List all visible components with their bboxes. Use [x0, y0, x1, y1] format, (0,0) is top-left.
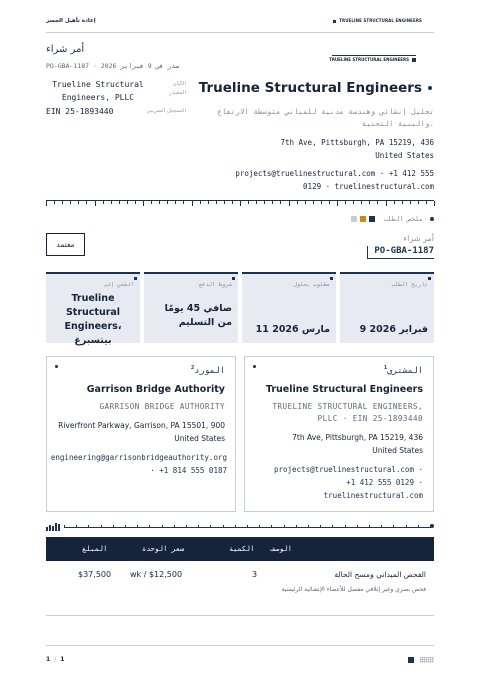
ruler-tick — [256, 201, 257, 204]
ruler-tick — [289, 201, 290, 206]
ruler-tick — [332, 525, 333, 528]
ruler-tick — [62, 201, 63, 204]
ruler-tick — [305, 201, 306, 204]
brand-tag — [329, 57, 416, 62]
item-amount: $37,500 — [78, 570, 112, 579]
ruler-tick — [240, 201, 241, 206]
ruler-tick — [95, 201, 96, 206]
square-icon — [412, 58, 416, 62]
card-label: مطلوب بحلول — [293, 282, 330, 288]
ruler-tick — [313, 201, 314, 204]
supplier-heading — [57, 365, 225, 376]
address-line: 7th Ave, Pittsburgh, PA 15219, 436 — [292, 432, 423, 442]
ruler-tick — [321, 201, 322, 204]
ruler-tick — [70, 201, 71, 204]
ruler-tick — [198, 525, 199, 528]
ruler-tick — [192, 201, 193, 206]
ruler-tick — [345, 201, 346, 204]
swatch-amber — [360, 216, 366, 222]
page-current: 1 — [46, 656, 51, 663]
ruler-tick — [64, 525, 65, 528]
ruler-tick — [103, 201, 104, 204]
col-description: الوصف — [270, 545, 292, 553]
ruler-tick — [297, 201, 298, 204]
buyer-heading — [255, 365, 423, 376]
po-number-box — [367, 234, 434, 259]
ruler-tick — [418, 525, 419, 528]
ruler-tick — [271, 525, 272, 528]
section-ruler — [46, 200, 434, 206]
item-quantity: 3 — [252, 570, 258, 579]
po-number: PO-GBA-1187 — [367, 246, 434, 259]
address-line: Riverfront Parkway, Garrison, PA 15501, 900 — [58, 420, 225, 430]
buyer-box — [244, 356, 434, 512]
ruler-tick — [393, 525, 394, 528]
supplier-address — [57, 419, 225, 445]
company-tagline: تحليل إنشائي وهندسة مدنية للمباني متوسطة الارتفاع والبنية التحتية. — [217, 107, 434, 128]
legal-line: PLLC · EIN 25-1893440 — [317, 413, 423, 423]
page-total: 1 — [60, 656, 65, 663]
buyer-legal — [255, 401, 423, 425]
supplier-index: 2 — [190, 365, 195, 371]
ruler-tick — [111, 201, 112, 204]
ruler-tick — [357, 525, 358, 528]
page-number — [46, 656, 64, 663]
table-header — [46, 537, 434, 561]
dot-icon — [430, 217, 434, 221]
ruler-tick — [394, 201, 395, 204]
supplier-name: Garrison Bridge Authority — [86, 383, 225, 395]
swatch-navy — [369, 216, 375, 222]
ruler-tick — [361, 201, 362, 204]
buyer-label: المشتري — [387, 365, 423, 376]
ruler-tick — [308, 525, 309, 528]
ruler-tick — [186, 525, 187, 528]
contact-line[interactable]: 0129 · truelinestructural.com — [303, 182, 434, 191]
po-meta: PO-GBA-1187 · صدر في 9 فبراير 2026 — [46, 62, 180, 70]
ruler-tick — [54, 201, 55, 204]
ruler-tick — [232, 201, 233, 204]
col-quantity: الكمية — [229, 545, 255, 553]
tax-value: EIN 25-1893440 — [46, 107, 114, 116]
issuing-party — [46, 78, 186, 118]
ruler-tick — [296, 525, 297, 528]
grid-icon — [420, 657, 434, 663]
corner-marker — [428, 277, 431, 280]
ruler-tick — [167, 201, 168, 204]
ruler-tick — [86, 201, 87, 204]
contact-line[interactable]: projects@truelinestructural.com · +1 412 555 — [235, 169, 434, 178]
tax-label: التسجيل الضريبي — [146, 108, 186, 114]
po-label: أمر شراء — [403, 234, 434, 243]
item-title: الفحص الميداني ومسح الحالة — [334, 570, 426, 579]
ruler-tick — [272, 201, 273, 204]
row-divider — [46, 615, 434, 616]
brand-header-text: TRUELINE STRUCTURAL ENGINEERS — [339, 18, 422, 23]
contact-line[interactable]: engineering@garrisonbridgeauthority.org — [50, 452, 227, 462]
summary-heading — [351, 215, 434, 223]
buyer-address — [255, 431, 423, 457]
address-line: United States — [174, 433, 225, 443]
contact-line[interactable]: projects@truelinestructural.com · — [273, 464, 423, 474]
ruler-tick — [329, 201, 330, 204]
ruler-tick — [127, 201, 128, 204]
buyer-index: 1 — [383, 365, 388, 371]
item-unit-price: wk / $12,500 — [130, 570, 183, 579]
square-icon — [408, 657, 414, 663]
supplier-box — [46, 356, 236, 512]
card-payment-terms — [144, 272, 238, 343]
ruler-tick — [208, 201, 209, 204]
ruler-tick — [137, 525, 138, 528]
ruler-tick — [410, 201, 411, 204]
ruler-tick — [337, 201, 338, 206]
address-line: United States — [372, 445, 423, 455]
brand-tag-text: TRUELINE STRUCTURAL ENGINEERS — [329, 57, 409, 62]
top-divider — [46, 32, 434, 33]
summary-heading-text: ملخص الطلب — [383, 215, 423, 223]
ruler-tick — [113, 525, 114, 528]
ruler-tick — [223, 525, 224, 528]
corner-marker — [134, 277, 137, 280]
corner-marker — [232, 277, 235, 280]
item-detail: فحص بصري وغير إتلافي مفصل للأعضاء الإنشائية الرئيسية — [281, 586, 426, 593]
card-value: صافي 45 يومًا من التسليم — [164, 303, 232, 328]
buyer-contact — [255, 463, 423, 502]
legal-line: TRUELINE STRUCTURAL ENGINEERS, — [272, 401, 423, 411]
ruler-tick — [224, 201, 225, 204]
ruler-tick — [247, 525, 248, 528]
ruler-tick — [46, 201, 47, 206]
document-title: أمر شراء — [46, 44, 85, 55]
ruler-tick — [235, 525, 236, 528]
ruler-tick — [143, 201, 144, 206]
ruler-tick — [159, 201, 160, 204]
items-ruler — [64, 527, 430, 528]
contact-line[interactable]: +1 412 555 0129 · — [346, 477, 423, 487]
ruler-tick — [78, 201, 79, 204]
bars-icon — [46, 523, 60, 531]
ruler-tick — [259, 525, 260, 528]
ruler-tick — [284, 525, 285, 528]
ruler-tick — [151, 201, 152, 204]
ruler-tick — [280, 201, 281, 204]
supplier-legal: GARRISON BRIDGE AUTHORITY — [99, 401, 225, 411]
card-label: شروط الدفع — [198, 282, 232, 288]
page-separator: / — [54, 656, 57, 663]
ruler-tick — [369, 525, 370, 528]
ruler-tick — [406, 525, 407, 528]
card-label: تاريخ الطلب — [391, 282, 428, 288]
brand-accent-line — [332, 55, 416, 56]
card-value: 9 فبراير 2026 — [359, 324, 428, 335]
ruler-tick — [210, 525, 211, 528]
ruler-tick — [183, 201, 184, 204]
company-name-text: Trueline Structural Engineers — [198, 80, 422, 96]
card-value: Trueline Structural Engineers، بيتسبرغ — [64, 293, 122, 346]
contact-line[interactable]: truelinestructural.com — [323, 490, 423, 500]
ruler-tick — [216, 201, 217, 204]
ruler-tick — [175, 201, 176, 204]
card-ship-to — [46, 272, 140, 346]
card-value: 11 مارس 2026 — [255, 324, 330, 335]
swatch-gray — [351, 216, 357, 222]
ruler-tick — [377, 201, 378, 204]
ruler-tick — [200, 201, 201, 204]
ruler-tick — [381, 525, 382, 528]
square-icon — [333, 20, 336, 23]
dot-icon — [430, 524, 434, 528]
brand-header-label — [333, 18, 422, 23]
corner-marker — [330, 277, 333, 280]
entity-label: الكيان المصدر — [169, 81, 186, 96]
ruler-tick — [345, 525, 346, 528]
company-contact — [194, 167, 434, 193]
ruler-tick — [434, 201, 435, 206]
card-order-date — [340, 272, 434, 343]
address-line: 7th Ave, Pittsburgh, PA 15219, 436 — [280, 138, 434, 147]
contact-line[interactable]: · +1 814 555 0187 — [150, 465, 227, 475]
dot-icon — [253, 365, 256, 368]
ruler-tick — [119, 201, 120, 204]
supplier-contact — [39, 451, 227, 477]
supplier-label: المورد — [194, 365, 225, 376]
ruler-tick — [402, 201, 403, 204]
summary-cards — [46, 272, 434, 346]
ruler-tick — [386, 201, 387, 206]
ruler-tick — [125, 525, 126, 528]
address-line: United States — [375, 150, 434, 160]
ruler-tick — [264, 201, 265, 204]
ruler-tick — [248, 201, 249, 204]
company-name — [199, 80, 432, 96]
card-required-by — [242, 272, 336, 343]
ruler-tick — [149, 525, 150, 528]
col-unit-price: سعر الوحدة — [142, 545, 185, 553]
status-badge: معتمد — [46, 233, 85, 256]
footer-divider — [46, 645, 434, 646]
project-label: إعادة تأهيل الجسر — [46, 18, 96, 24]
ruler-tick — [418, 201, 419, 204]
ruler-tick — [174, 525, 175, 528]
ruler-tick — [320, 525, 321, 528]
entity-value: Trueline Structural Engineers, PLLC — [52, 80, 144, 102]
ruler-tick — [162, 525, 163, 528]
ruler-tick — [76, 525, 77, 528]
ruler-tick — [88, 525, 89, 528]
ruler-tick — [426, 201, 427, 204]
ruler-tick — [101, 525, 102, 528]
buyer-name: Trueline Structural Engineers — [265, 383, 423, 395]
ruler-tick — [369, 201, 370, 204]
card-label: الشحن إلى — [104, 282, 134, 288]
company-address — [280, 137, 434, 162]
ruler-tick — [135, 201, 136, 204]
col-amount: المبلغ — [82, 545, 108, 553]
ruler-tick — [353, 201, 354, 204]
dot-icon — [55, 365, 58, 368]
dot-icon — [428, 86, 432, 90]
